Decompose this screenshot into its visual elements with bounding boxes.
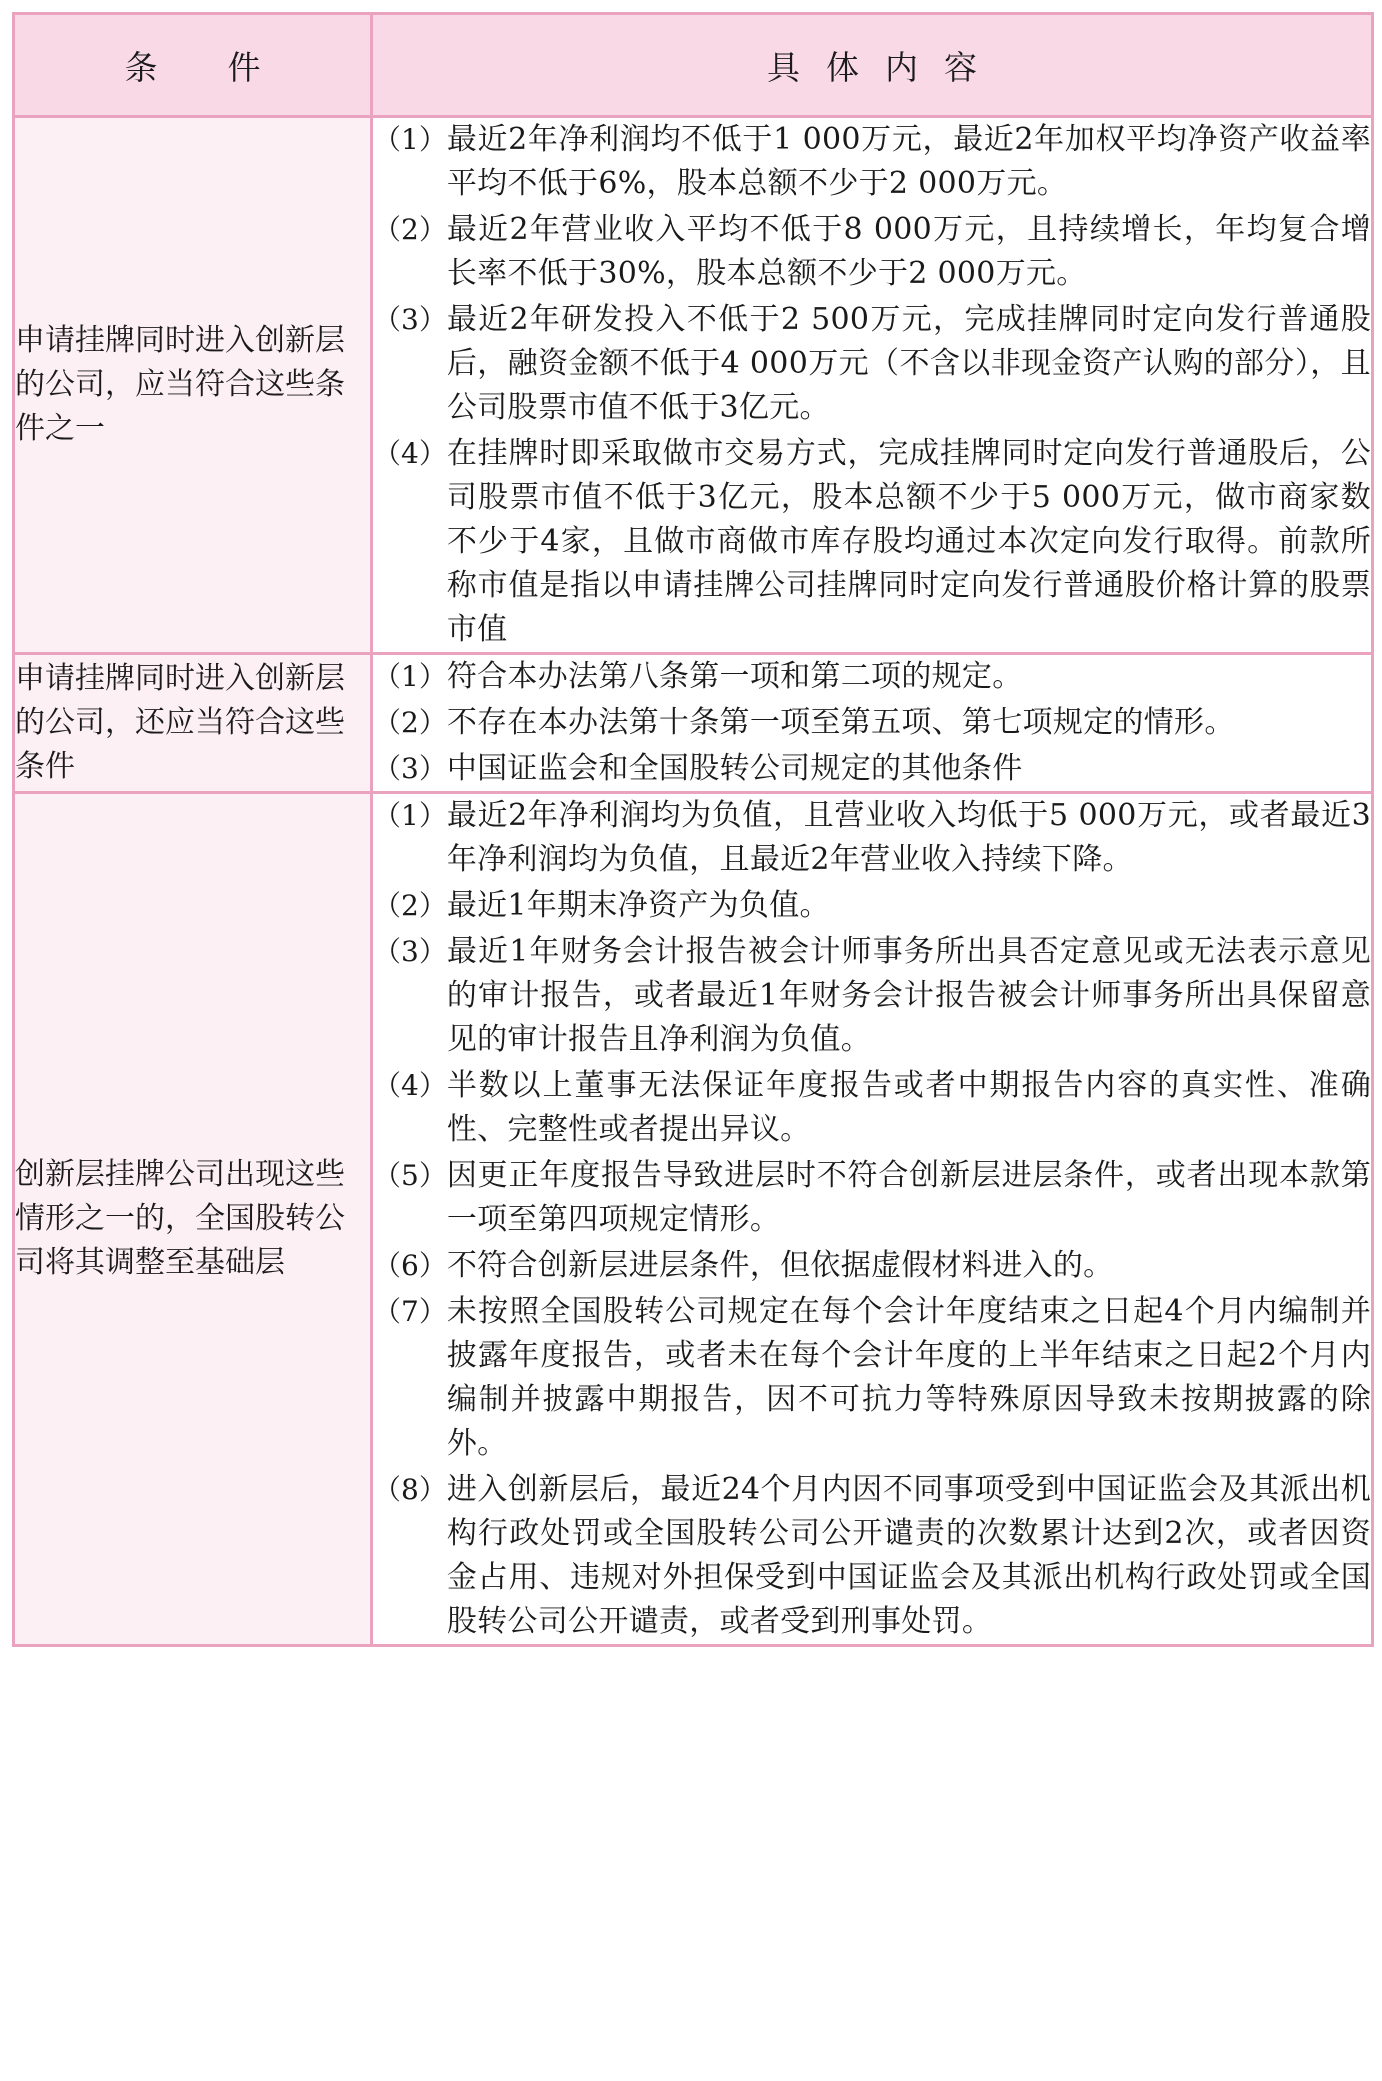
item-text: 进入创新层后，最近24个月内因不同事项受到中国证监会及其派出机构行政处罚或全国股转公司公开谴责的次数累计达到2次，或者因资金占用、违规对外担保受到中国证监会及其派出机构行政处罚或全国股转公司公开谴责，或者受到刑事处罚。 <box>446 1472 1371 1639</box>
item-number: （1） <box>373 660 447 693</box>
condition-cell <box>14 793 372 1646</box>
table-row <box>14 654 1373 793</box>
item-text: 最近2年营业收入平均不低于8 000万元，且持续增长，年均复合增长率不低于30%，股本总额不少于2 000万元。 <box>446 212 1371 291</box>
item-number: （2） <box>373 706 447 739</box>
list-item <box>373 747 1371 791</box>
item-number: （1） <box>373 799 447 832</box>
item-number: （6） <box>373 1249 447 1282</box>
list-item <box>373 655 1371 699</box>
item-number: （7） <box>373 1295 447 1328</box>
condition-cell <box>14 654 372 793</box>
item-text: 半数以上董事无法保证年度报告或者中期报告内容的真实性、准确性、完整性或者提出异议。 <box>446 1068 1371 1147</box>
condition-text: 申请挂牌同时进入创新层的公司，应当符合这些条件之一 <box>15 323 345 446</box>
header-content <box>372 14 1373 117</box>
list-item <box>373 794 1371 882</box>
item-text: 最近2年净利润均为负值，且营业收入均低于5 000万元，或者最近3年净利润均为负值，且最近2年营业收入持续下降。 <box>446 798 1371 877</box>
item-number: （4） <box>373 437 447 470</box>
content-cell <box>372 117 1373 654</box>
item-number: （5） <box>373 1159 447 1192</box>
condition-text: 申请挂牌同时进入创新层的公司，还应当符合这些条件 <box>15 661 345 784</box>
item-text: 不存在本办法第十条第一项至第五项、第七项规定的情形。 <box>446 705 1235 740</box>
condition-cell <box>14 117 372 654</box>
header-content-label: 具体内容 <box>767 47 1003 87</box>
item-number: （3） <box>373 935 447 968</box>
list-item <box>373 432 1371 652</box>
conditions-table <box>12 12 1374 1647</box>
list-item <box>373 208 1371 296</box>
item-text: 最近1年财务会计报告被会计师事务所出具否定意见或无法表示意见的审计报告，或者最近1年财务会计报告被会计师事务所出具保留意见的审计报告且净利润为负值。 <box>446 934 1371 1057</box>
list-item <box>373 884 1371 928</box>
list-item <box>373 1290 1371 1466</box>
item-text: 在挂牌时即采取做市交易方式，完成挂牌同时定向发行普通股后，公司股票市值不低于3亿元，股本总额不少于5 000万元，做市商家数不少于4家，且做市商做市库存股均通过本次定向发行取得。前款所称市值是指以申请挂牌公司挂牌同时定向发行普通股价格计算的股票市值 <box>446 436 1371 647</box>
list-item <box>373 1468 1371 1644</box>
list-item <box>373 701 1371 745</box>
content-cell <box>372 654 1373 793</box>
header-condition <box>14 14 372 117</box>
table-row <box>14 793 1373 1646</box>
item-text: 最近2年研发投入不低于2 500万元，完成挂牌同时定向发行普通股后，融资金额不低于4 000万元（不含以非现金资产认购的部分），且公司股票市值不低于3亿元。 <box>446 302 1371 425</box>
item-text: 最近1年期末净资产为负值。 <box>446 888 830 923</box>
item-text: 中国证监会和全国股转公司规定的其他条件 <box>446 751 1023 786</box>
table-row <box>14 117 1373 654</box>
list-item <box>373 1154 1371 1242</box>
item-number: （2） <box>373 213 447 246</box>
item-text: 因更正年度报告导致进层时不符合创新层进层条件，或者出现本款第一项至第四项规定情形。 <box>446 1158 1371 1237</box>
item-number: （2） <box>373 889 447 922</box>
item-text: 未按照全国股转公司规定在每个会计年度结束之日起4个月内编制并披露年度报告，或者未在每个会计年度的上半年结束之日起2个月内编制并披露中期报告，因不可抗力等特殊原因导致未按期披露的除外。 <box>446 1294 1371 1461</box>
list-item <box>373 298 1371 430</box>
content-cell <box>372 793 1373 1646</box>
item-text: 最近2年净利润均不低于1 000万元，最近2年加权平均净资产收益率平均不低于6%，股本总额不少于2 000万元。 <box>446 122 1371 201</box>
list-item <box>373 930 1371 1062</box>
item-number: （3） <box>373 303 447 336</box>
item-text: 不符合创新层进层条件，但依据虚假材料进入的。 <box>446 1248 1114 1283</box>
item-number: （4） <box>373 1069 447 1102</box>
list-item <box>373 118 1371 206</box>
item-text: 符合本办法第八条第一项和第二项的规定。 <box>446 659 1023 694</box>
list-item <box>373 1064 1371 1152</box>
item-number: （8） <box>373 1473 447 1506</box>
item-number: （1） <box>373 123 447 156</box>
table-header-row <box>14 14 1373 117</box>
list-item <box>373 1244 1371 1288</box>
item-number: （3） <box>373 752 447 785</box>
condition-text: 创新层挂牌公司出现这些情形之一的，全国股转公司将其调整至基础层 <box>15 1157 345 1280</box>
header-condition-label: 条件 <box>124 47 331 87</box>
